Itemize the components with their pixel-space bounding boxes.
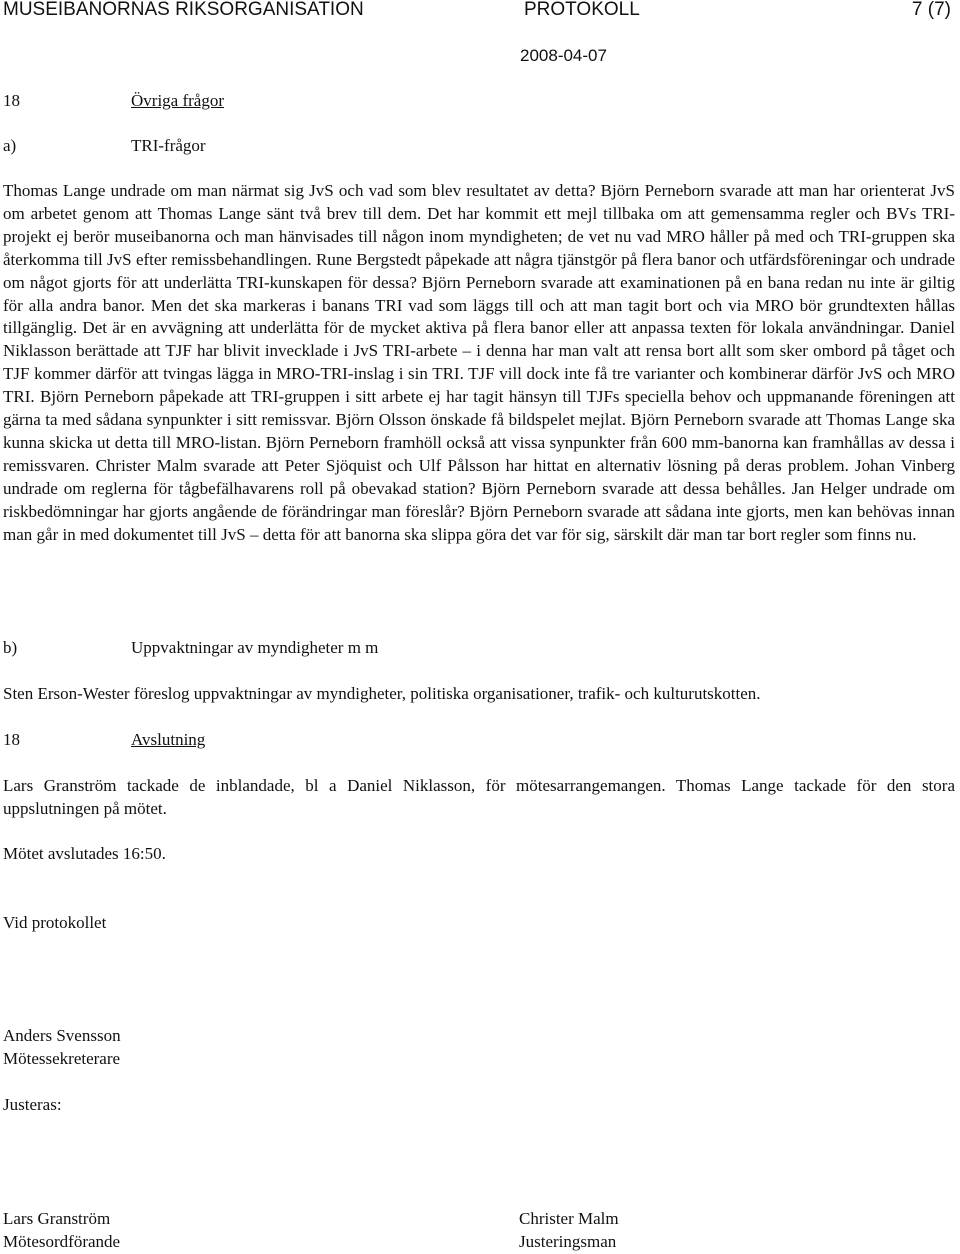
chair-role: Mötesordförande	[3, 1232, 121, 1251]
subsection-label: b)	[3, 638, 18, 657]
closing-paragraph: Lars Granström tackade de inblandade, bl a Daniel Niklasson, för mötesarrangemangen. Thomas Lange tackade för den stora uppslutningen på mötet.	[3, 776, 955, 818]
subsection-label: a)	[3, 136, 17, 155]
chair-name: Lars Granström	[3, 1209, 111, 1228]
section-number: 18	[3, 91, 20, 110]
authorities-paragraph: Sten Erson-Wester föreslog uppvaktningar av myndigheter, politiska organisationer, trafik- och kulturutskotten.	[3, 684, 761, 703]
page-header	[3, 0, 955, 23]
subsection-title: TRI-frågor	[131, 136, 206, 155]
meeting-closed-text: Mötet avslutades 16:50.	[3, 844, 166, 863]
section-title: Övriga frågor	[131, 91, 224, 110]
secretary-name: Anders Svensson	[3, 1026, 121, 1045]
organization-name: MUSEIBANORNAS RIKSORGANISATION	[3, 0, 364, 20]
secretary-role: Mötessekreterare	[3, 1049, 121, 1068]
section-number: 18	[3, 730, 20, 749]
section-title: Avslutning	[131, 730, 206, 749]
tri-paragraph: Thomas Lange undrade om man närmat sig JvS och vad som blev resultatet av detta? Björn Perneborn svarade att man har orienterat JvS om arbetet genom att Thomas Lange sänt två brev till dem. Det har kommit ett mejl tillbaka om att gemensamma regler och BVs TRI-projekt ej berör museibanorna och man hänvisades till någon inom myndigheten; de vet nu vad MRO håller på med och TRI-gruppen ska återkomma till JvS efter remissbehandlingen. Rune Bergstedt påpekade att några tjänstgör på flera banor och utfärdsföreningar och undrade om något gjorts för att underlätta TRI-kunskapen för dessa? Björn Perneborn svarade att examinationen på en bana redan nu inte är giltig för alla andra banor. Men det ska markeras i banans TRI vad som läggs till och att man tagit bort och via MRO bör grundtexten hållas tillgänglig. Det är en avvägning att underlätta för de mycket aktiva på flera banor eller att anpassa texten för lokala användningar. Daniel Niklasson berättade att TJF har blivit invecklade i JvS TRI-arbete – i denna har man valt att rensa bort allt som sker ombord på tåget och TJF kommer därför att tvingas lägga in MRO-TRI-inslag i sin TRI. TJF vill dock inte få tre varianter och kombinerar därför JvS och MRO TRI. Björn Perneborn påpekade att TRI-gruppen i sitt arbete ej har tagit hänsyn till TJFs speciella behov och uppmanande föreningen att gärna ta med sådana synpunkter i sitt remissvar. Björn Olsson önskade få bildspelet mejlat. Björn Perneborn svarade att Thomas Lange ska kunna skicka ut detta till MRO-listan. Björn Perneborn framhöll också att vissa synpunkter från 600 mm-banorna kan framhållas av dessa i remissvaren. Christer Malm svarade att Peter Sjöquist och Ulf Pålsson har hittat en alternativ lösning på deras problem. Johan Vinberg undrade om reglerna för tågbefälhavarens roll på obevakad station? Björn Perneborn svarade att dessa behålles. Jan Helger undrade om riskbedömningar har gjorts angående de förändringar man föreslår? Björn Perneborn svarade att sådana inte gjorts, men kan behövas innan man går in med dokumentet till JvS – detta för att banorna ska slippa göra det var för sig, särskilt där man tar bort regler som finns nu.	[3, 181, 955, 544]
approval-label: Justeras:	[3, 1095, 62, 1114]
minutes-taker-label: Vid protokollet	[3, 913, 107, 932]
document-date: 2008-04-07	[520, 46, 607, 65]
subsection-title: Uppvaktningar av myndigheter m m	[131, 638, 379, 657]
adjuster-role: Justeringsman	[519, 1232, 617, 1251]
document-type: PROTOKOLL	[524, 0, 640, 20]
adjuster-name: Christer Malm	[519, 1209, 619, 1228]
page-number: 7 (7)	[911, 0, 951, 20]
